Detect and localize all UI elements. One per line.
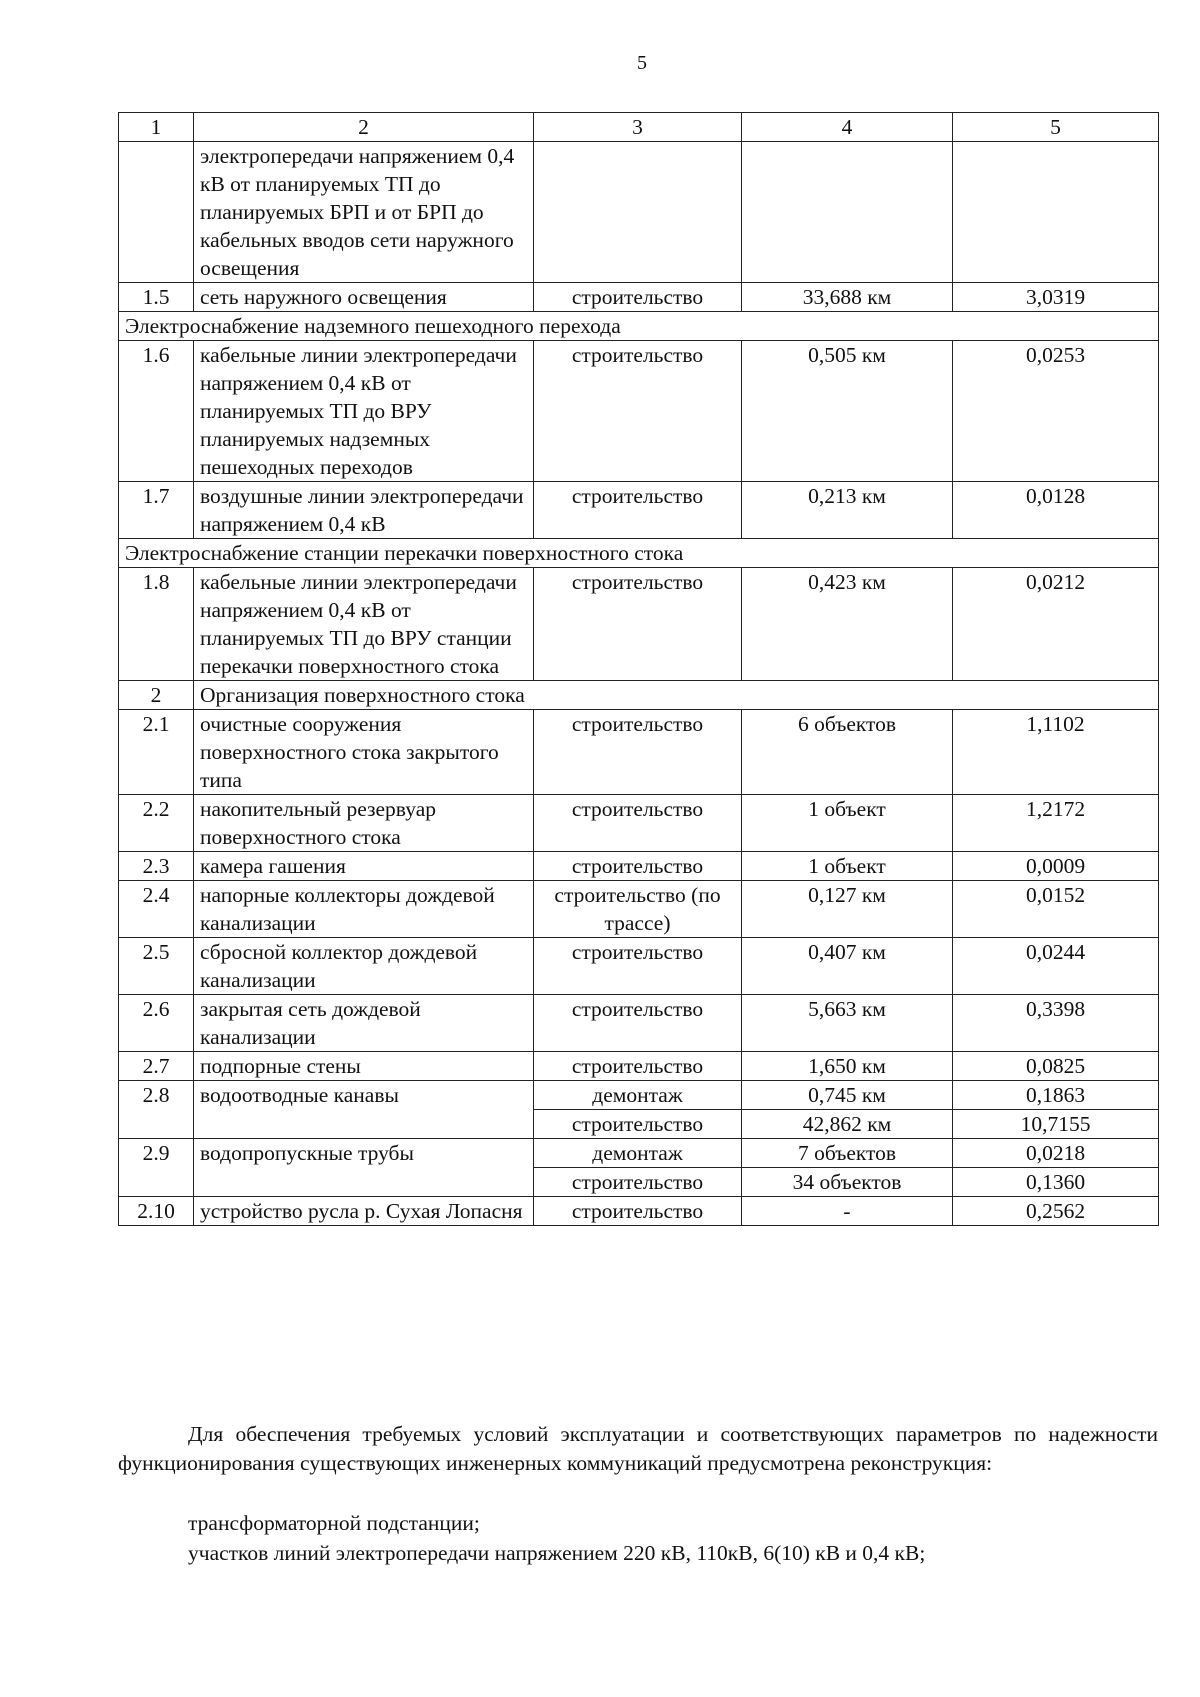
row-number: 2.4: [119, 881, 194, 938]
row-number: 1.8: [119, 568, 194, 681]
row-number: 1.7: [119, 482, 194, 539]
work-type: строительство: [534, 482, 742, 539]
row-number: 2.3: [119, 852, 194, 881]
work-type: строительство: [534, 710, 742, 795]
work-cost: 0,0253: [953, 341, 1159, 482]
group-row: [119, 681, 1159, 710]
work-type: строительство: [534, 341, 742, 482]
row-number: 1.5: [119, 283, 194, 312]
work-quantity: 0,505 км: [742, 341, 953, 482]
work-cost: 0,0825: [953, 1052, 1159, 1081]
work-quantity: 42,862 км: [742, 1110, 953, 1139]
work-quantity: 0,407 км: [742, 938, 953, 995]
work-cost: 1,1102: [953, 710, 1159, 795]
work-quantity: 6 объектов: [742, 710, 953, 795]
page-number: 5: [637, 52, 647, 74]
work-name: электропередачи напряжением 0,4 кВ от планируемых ТП до планируемых БРП и от БРП до кабельных вводов сети наружного освещения: [194, 142, 534, 283]
column-header-4: 4: [742, 113, 953, 142]
work-type: строительство (по трассе): [534, 881, 742, 938]
work-quantity: 34 объектов: [742, 1168, 953, 1197]
work-cost: 0,0218: [953, 1139, 1159, 1168]
work-name: накопительный резервуар поверхностного стока: [194, 795, 534, 852]
row-number: 2.1: [119, 710, 194, 795]
work-type: демонтаж: [534, 1081, 742, 1110]
work-name: воздушные линии электропередачи напряжением 0,4 кВ: [194, 482, 534, 539]
work-name: очистные сооружения поверхностного стока закрытого типа: [194, 710, 534, 795]
work-cost: 0,2562: [953, 1197, 1159, 1226]
row-number: 2.10: [119, 1197, 194, 1226]
column-header-2: 2: [194, 113, 534, 142]
work-type: строительство: [534, 852, 742, 881]
column-header-5: 5: [953, 113, 1159, 142]
row-number: 2.8: [119, 1081, 194, 1139]
work-cost: [953, 142, 1159, 283]
work-type: демонтаж: [534, 1139, 742, 1168]
table-row: [119, 1081, 1159, 1110]
work-name: сбросной коллектор дождевой канализации: [194, 938, 534, 995]
works-table-body: [119, 113, 1159, 1226]
section-title: Электроснабжение надземного пешеходного перехода: [119, 312, 1159, 341]
section-title: Электроснабжение станции перекачки поверхностного стока: [119, 539, 1159, 568]
table-row: [119, 283, 1159, 312]
work-type: строительство: [534, 1197, 742, 1226]
column-header-1: 1: [119, 113, 194, 142]
work-quantity: 5,663 км: [742, 995, 953, 1052]
work-cost: 1,2172: [953, 795, 1159, 852]
row-number: 1.6: [119, 341, 194, 482]
work-type: строительство: [534, 995, 742, 1052]
work-name: водопропускные трубы: [194, 1139, 534, 1197]
table-row: [119, 852, 1159, 881]
work-type: строительство: [534, 795, 742, 852]
paragraph-reconstruction: Для обеспечения требуемых условий эксплуатации и соответствующих параметров по надежности функционирования существующих инженерных коммуникаций предусмотрена реконструкция:: [118, 1422, 1158, 1475]
row-number: 2: [119, 681, 194, 710]
work-cost: 3,0319: [953, 283, 1159, 312]
column-header-3: 3: [534, 113, 742, 142]
work-name: напорные коллекторы дождевой канализации: [194, 881, 534, 938]
list-item-power-lines: участков линий электропередачи напряжением 220 кВ, 110кВ, 6(10) кВ и 0,4 кВ;: [188, 1541, 926, 1565]
list-item-substation: трансформаторной подстанции;: [188, 1511, 480, 1535]
work-quantity: 1,650 км: [742, 1052, 953, 1081]
row-number: 2.9: [119, 1139, 194, 1197]
work-cost: 0,0128: [953, 482, 1159, 539]
works-table: [118, 112, 1159, 1226]
section-row: [119, 312, 1159, 341]
row-number: 2.6: [119, 995, 194, 1052]
table-row: [119, 1139, 1159, 1168]
table-row: [119, 482, 1159, 539]
work-quantity: 0,423 км: [742, 568, 953, 681]
work-type: строительство: [534, 1110, 742, 1139]
work-cost: 0,1360: [953, 1168, 1159, 1197]
work-name: кабельные линии электропередачи напряжением 0,4 кВ от планируемых ТП до ВРУ планируемых надземных пешеходных переходов: [194, 341, 534, 482]
work-name: камера гашения: [194, 852, 534, 881]
work-type: строительство: [534, 1168, 742, 1197]
work-quantity: [742, 142, 953, 283]
table-header-row: [119, 113, 1159, 142]
table-row: [119, 1052, 1159, 1081]
row-number: 2.2: [119, 795, 194, 852]
work-name: устройство русла р. Сухая Лопасня: [194, 1197, 534, 1226]
work-cost: 0,0212: [953, 568, 1159, 681]
work-quantity: -: [742, 1197, 953, 1226]
work-type: [534, 142, 742, 283]
work-cost: 10,7155: [953, 1110, 1159, 1139]
work-type: строительство: [534, 283, 742, 312]
section-row: [119, 539, 1159, 568]
table-row: [119, 938, 1159, 995]
work-name: водоотводные канавы: [194, 1081, 534, 1139]
work-quantity: 33,688 км: [742, 283, 953, 312]
group-title: Организация поверхностного стока: [194, 681, 1159, 710]
work-quantity: 0,745 км: [742, 1081, 953, 1110]
table-row: [119, 341, 1159, 482]
work-quantity: 1 объект: [742, 852, 953, 881]
table-row: [119, 881, 1159, 938]
work-type: строительство: [534, 568, 742, 681]
row-number: 2.5: [119, 938, 194, 995]
work-cost: 0,1863: [953, 1081, 1159, 1110]
work-quantity: 1 объект: [742, 795, 953, 852]
work-cost: 0,3398: [953, 995, 1159, 1052]
work-cost: 0,0009: [953, 852, 1159, 881]
work-name: подпорные стены: [194, 1052, 534, 1081]
work-type: строительство: [534, 1052, 742, 1081]
table-row: [119, 795, 1159, 852]
work-quantity: 0,213 км: [742, 482, 953, 539]
work-quantity: 0,127 км: [742, 881, 953, 938]
row-number: 2.7: [119, 1052, 194, 1081]
table-row: [119, 995, 1159, 1052]
table-row: [119, 1197, 1159, 1226]
work-type: строительство: [534, 938, 742, 995]
row-number: [119, 142, 194, 283]
work-quantity: 7 объектов: [742, 1139, 953, 1168]
work-name: кабельные линии электропередачи напряжением 0,4 кВ от планируемых ТП до ВРУ станции перекачки поверхностного стока: [194, 568, 534, 681]
work-cost: 0,0152: [953, 881, 1159, 938]
table-row: [119, 710, 1159, 795]
table-row: [119, 568, 1159, 681]
table-row: [119, 142, 1159, 283]
work-name: закрытая сеть дождевой канализации: [194, 995, 534, 1052]
work-cost: 0,0244: [953, 938, 1159, 995]
work-name: сеть наружного освещения: [194, 283, 534, 312]
